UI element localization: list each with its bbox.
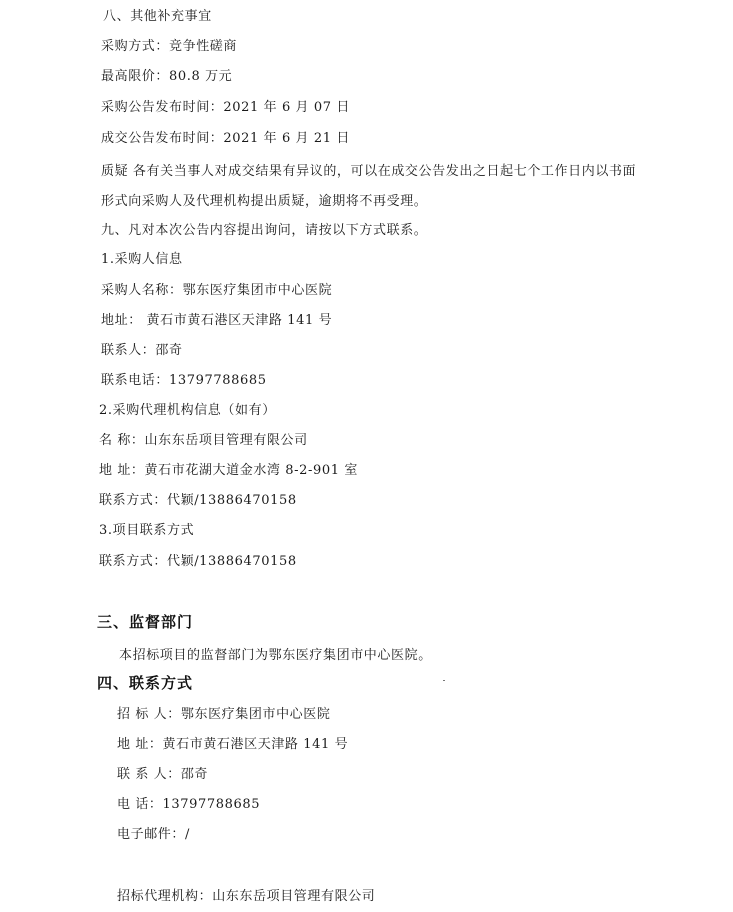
purchaser-phone: 联系电话：13797788685 — [101, 373, 267, 388]
challenge-line-2: 形式向采购人及代理机构提出质疑，逾期将不再受理。 — [101, 194, 428, 209]
section-8-title: 八、其他补充事宜 — [103, 9, 212, 24]
purchaser-heading: 1.采购人信息 — [101, 252, 183, 267]
project-heading: 3.项目联系方式 — [99, 523, 195, 538]
contact-tenderer: 招 标 人：鄂东医疗集团市中心医院 — [117, 707, 331, 722]
project-contact: 联系方式：代颖/13886470158 — [99, 554, 297, 569]
scan-speck — [443, 680, 445, 681]
purchaser-contact: 联系人：邵奇 — [101, 343, 183, 358]
contact-phone: 电 话：13797788685 — [117, 797, 261, 812]
section-9-title: 九、凡对本次公告内容提出询问，请按以下方式联系。 — [101, 223, 428, 238]
contact-title: 四、联系方式 — [97, 674, 194, 692]
announce-date: 采购公告发布时间：2021 年 6 月 07 日 — [101, 100, 350, 115]
contact-address: 地 址：黄石市黄石港区天津路 141 号 — [117, 737, 349, 752]
challenge-line-1: 质疑 各有关当事人对成交结果有异议的，可以在成交公告发出之日起七个工作日内以书面 — [101, 164, 637, 179]
supervision-text: 本招标项目的监督部门为鄂东医疗集团市中心医院。 — [119, 648, 432, 663]
contact-email: 电子邮件：/ — [117, 827, 190, 842]
contact-agency: 招标代理机构：山东东岳项目管理有限公司 — [117, 889, 376, 904]
agency-heading: 2.采购代理机构信息（如有） — [99, 403, 276, 418]
contact-person: 联 系 人：邵奇 — [117, 767, 209, 782]
agency-address: 地 址：黄石市花湖大道金水湾 8-2-901 室 — [99, 463, 358, 478]
agency-contact: 联系方式：代颖/13886470158 — [99, 493, 297, 508]
deal-date: 成交公告发布时间：2021 年 6 月 21 日 — [101, 131, 350, 146]
purchaser-address: 地址： 黄石市黄石港区天津路 141 号 — [101, 313, 333, 328]
agency-name: 名 称：山东东岳项目管理有限公司 — [99, 433, 308, 448]
max-price: 最高限价：80.8 万元 — [101, 69, 233, 84]
procurement-method: 采购方式：竞争性磋商 — [101, 39, 238, 54]
purchaser-name: 采购人名称：鄂东医疗集团市中心医院 — [101, 283, 333, 298]
supervision-title: 三、监督部门 — [97, 613, 194, 631]
